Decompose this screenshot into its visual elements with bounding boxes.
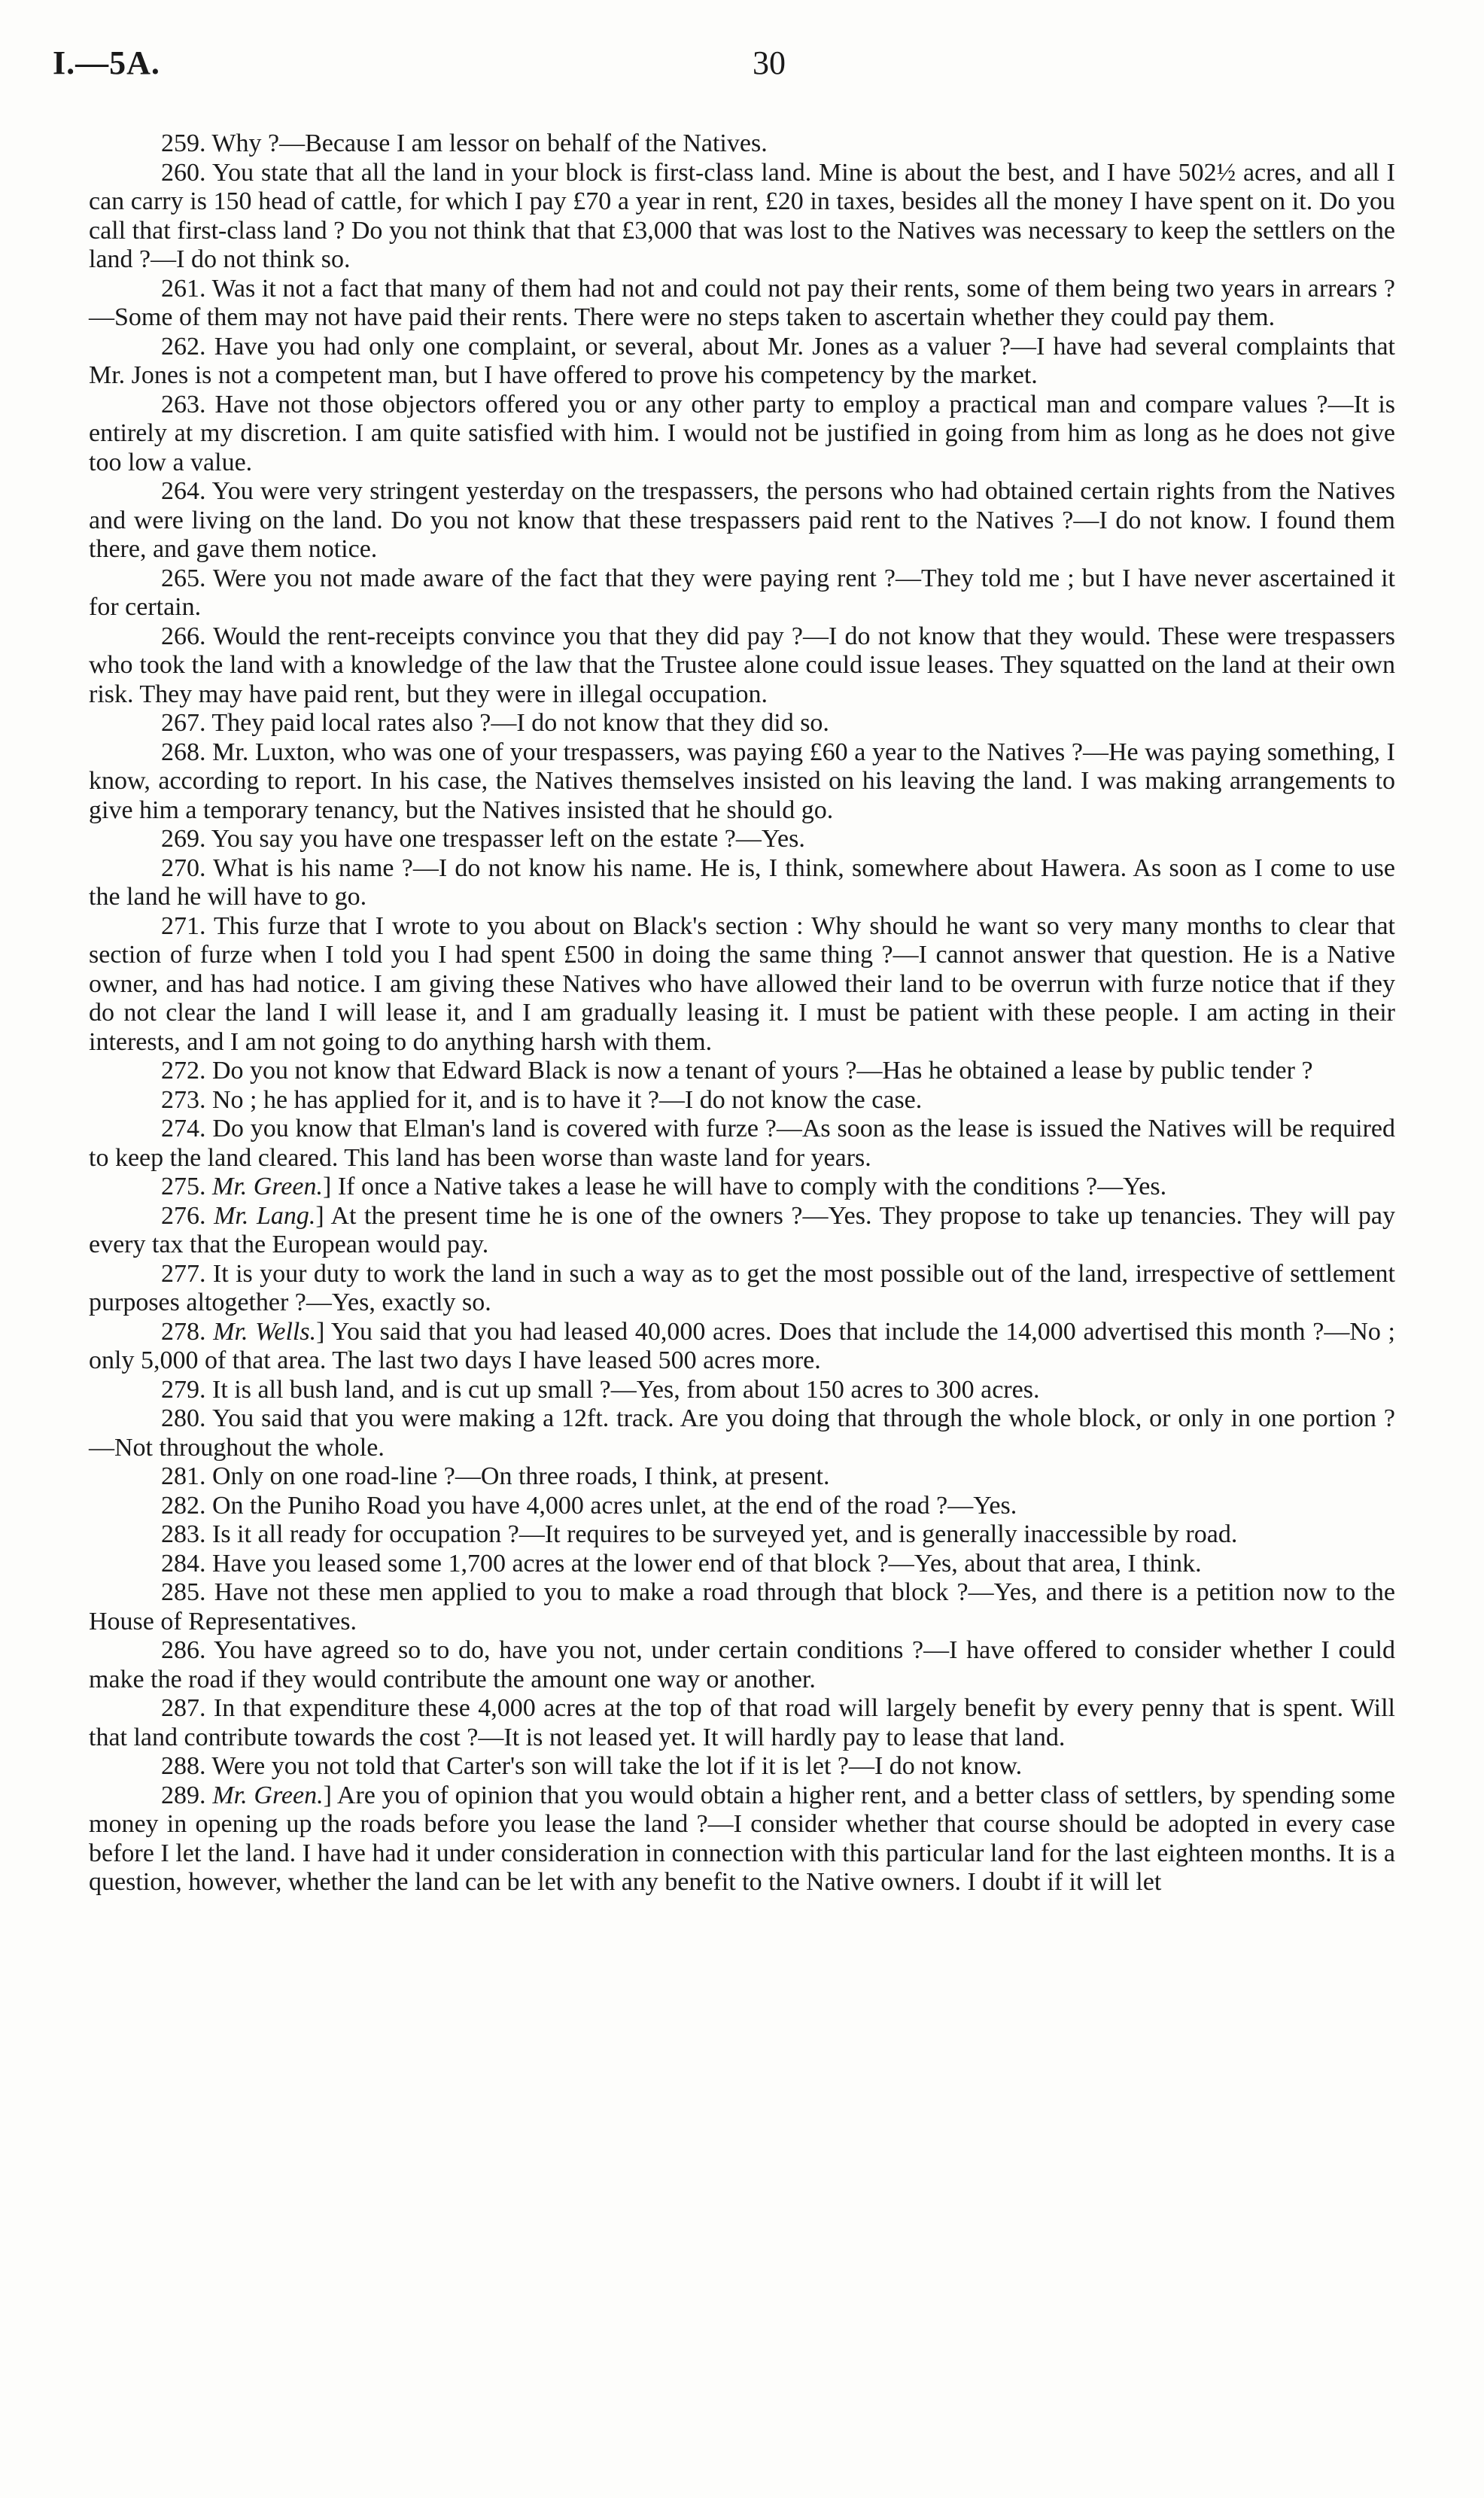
question-number: 280. (161, 1404, 206, 1432)
question-text: This furze that I wrote to you about on Black's section : Why should he want so very many months to clear that section of furze when I told you I had spent £500 in doing the same thing ?—I cannot answer that question. He is a Native owner, and has had notice. I am giving these Natives who have allowed their land to be overrun with furze notice that if they do not clear the land I will lease it, and I am gradually leasing it. I must be patient with these people. I am acting in their interests, and I am not going to do anything harsh with them. (89, 911, 1395, 1056)
question-paragraph (89, 1260, 1395, 1318)
question-text: They paid local rates also ?—I do not know that they did so. (211, 709, 829, 737)
question-text: You said that you were making a 12ft. track. Are you doing that through the whole block, or only in one portion ?—Not throughout the whole. (89, 1404, 1395, 1462)
question-paragraph (89, 709, 1395, 738)
question-paragraph (89, 1752, 1395, 1781)
question-text: You were very stringent yesterday on the trespassers, the persons who had obtained certain rights from the Natives and were living on the land. Do you not know that these trespassers paid rent to the Natives ?—I do not know. I found them there, and gave them notice. (89, 477, 1395, 563)
question-paragraph (89, 129, 1395, 159)
question-text: Do you know that Elman's land is covered with furze ?—As soon as the lease is issued the Natives will be required to keep the land cleared. This land has been worse than waste land for years. (89, 1115, 1396, 1172)
question-number: 275. (161, 1173, 206, 1200)
question-text: You state that all the land in your block is first-class land. Mine is about the best, and I have 502½ acres, and all I can carry is 150 head of cattle, for which I pay £70 a year in rent, £20 in taxes, besides all the money I have spent on it. Do you call that first-class land ? Do you not think that that £3,000 that was lost to the Natives was necessary to keep the settlers on the land ?—I do not think so. (89, 158, 1395, 273)
question-number: 267. (161, 709, 206, 737)
question-paragraph (89, 333, 1395, 391)
speaker-name: Mr. Wells. (213, 1317, 317, 1346)
question-paragraph (89, 1781, 1395, 1897)
question-text: You said that you had leased 40,000 acres. Does that include the 14,000 advertised this month ?—No ; only 5,000 of that area. The last two days I have leased 500 acres more. (89, 1317, 1396, 1374)
question-number: 277. (161, 1259, 206, 1288)
question-paragraph (89, 1636, 1395, 1694)
question-paragraph (89, 854, 1395, 912)
question-text: You say you have one trespasser left on the estate ?—Yes. (211, 825, 805, 853)
question-paragraph (89, 1173, 1395, 1202)
question-number: 273. (161, 1085, 206, 1114)
page-number: 30 (753, 44, 786, 81)
speaker-bracket: ] (316, 1317, 331, 1346)
question-number: 265. (161, 564, 206, 592)
question-text: Have not those objectors offered you or any other party to employ a practical man and compare values ?—It is entirely at my discretion. I am quite satisfied with him. I would not be justified in going from him as long as he does not give too low a value. (89, 390, 1396, 476)
question-number: 284. (161, 1549, 206, 1578)
question-text: Have you had only one complaint, or several, about Mr. Jones as a valuer ?—I have had several complaints that Mr. Jones is not a competent man, but I have offered to prove his competency by the market. (89, 332, 1396, 389)
question-paragraph (89, 391, 1395, 478)
question-paragraph (89, 912, 1395, 1057)
question-text: Do you not know that Edward Black is now a tenant of yours ?—Has he obtained a lease by public tender ? (212, 1057, 1313, 1085)
question-text: Why ?—Because I am lessor on behalf of the Natives. (211, 129, 768, 157)
question-number: 260. (161, 158, 206, 187)
question-text: Have not these men applied to you to make a road through that block ?—Yes, and there is a petition now to the House of Representatives. (89, 1578, 1395, 1635)
question-paragraph (89, 1115, 1395, 1173)
question-text: Would the rent-receipts convince you that they did pay ?—I do not know that they would. These were trespassers who took the land with a knowledge of the law that the Trustee alone could issue leases. They squatted on the land at their own risk. They may have paid rent, but they were in illegal occupation. (89, 622, 1395, 708)
question-number: 259. (161, 129, 206, 157)
question-paragraph (89, 1462, 1395, 1492)
question-number: 283. (161, 1520, 206, 1548)
question-paragraph (89, 1086, 1395, 1115)
question-paragraph (89, 1520, 1395, 1550)
question-number: 281. (161, 1462, 206, 1490)
speaker-bracket: ] (323, 1173, 338, 1200)
question-text: Are you of opinion that you would obtain a higher rent, and a better class of settlers, by spending some money in opening up the roads before you lease the land ?—I consider whether that course should be adopted in every case before I let the land. I have had it under consideration in connection with this particular land for the last eighteen months. It is a question, however, whether the land can be let with any benefit to the Native owners. I doubt if it will let (89, 1781, 1396, 1896)
question-text: At the present time he is one of the owners ?—Yes. They propose to take up tenancies. They will pay every tax that the European would pay. (89, 1201, 1396, 1258)
speaker-name: Mr. Green. (212, 1173, 323, 1200)
question-number: 269. (161, 825, 206, 853)
question-number: 288. (161, 1752, 206, 1780)
question-paragraph (89, 1057, 1395, 1086)
question-paragraph (89, 159, 1395, 275)
question-number: 279. (161, 1375, 206, 1404)
question-number: 278. (161, 1317, 206, 1346)
question-number: 264. (161, 477, 206, 505)
question-number: 271. (161, 911, 206, 940)
question-paragraph (89, 622, 1395, 710)
question-text: Have you leased some 1,700 acres at the lower end of that block ?—Yes, about that area, I think. (212, 1549, 1202, 1578)
question-number: 268. (161, 738, 206, 766)
question-text: If once a Native takes a lease he will have to comply with the conditions ?—Yes. (337, 1173, 1167, 1200)
question-text: Were you not told that Carter's son will take the lot if it is let ?—I do not know. (211, 1752, 1023, 1780)
question-text: Was it not a fact that many of them had not and could not pay their rents, some of them being two years in arrears ?—Some of them may not have paid their rents. There were no steps taken to ascertain whether they could pay them. (89, 274, 1395, 331)
question-paragraph (89, 1202, 1395, 1260)
page-header (53, 44, 1437, 89)
question-paragraph (89, 1550, 1395, 1579)
question-text: You have agreed so to do, have you not, under certain conditions ?—I have offered to consider whether I could make the road if they would contribute the amount one way or another. (89, 1636, 1395, 1693)
question-number: 289. (161, 1781, 206, 1809)
question-number: 276. (161, 1201, 206, 1230)
question-number: 285. (161, 1578, 206, 1606)
question-paragraph (89, 564, 1395, 622)
question-paragraph (89, 1694, 1395, 1752)
question-number: 272. (161, 1057, 206, 1085)
question-paragraph (89, 477, 1395, 564)
speaker-bracket: ] (315, 1201, 331, 1230)
question-text: What is his name ?—I do not know his name. He is, I think, somewhere about Hawera. As soon as I come to use the land he will have to go. (89, 853, 1395, 911)
question-number: 266. (161, 622, 206, 650)
question-paragraph (89, 1578, 1395, 1636)
question-number: 286. (161, 1636, 206, 1664)
speaker-bracket: ] (323, 1781, 337, 1809)
question-number: 263. (161, 390, 206, 418)
question-text: Mr. Luxton, who was one of your trespassers, was paying £60 a year to the Natives ?—He was paying something, I know, according to report. In his case, the Natives themselves insisted on his leaving the land. I was making arrangements to give him a temporary tenancy, but the Natives insisted that he should go. (89, 738, 1395, 824)
question-paragraph (89, 1318, 1395, 1376)
question-number: 274. (161, 1115, 206, 1143)
question-text: Were you not made aware of the fact that they were paying rent ?—They told me ; but I have never ascertained it for certain. (89, 564, 1396, 621)
question-paragraph (89, 825, 1395, 854)
question-number: 270. (161, 853, 206, 882)
question-text: It is all bush land, and is cut up small ?—Yes, from about 150 acres to 300 acres. (212, 1375, 1040, 1404)
question-number: 287. (161, 1694, 206, 1722)
question-text: No ; he has applied for it, and is to have it ?—I do not know the case. (212, 1085, 923, 1114)
question-paragraph (89, 275, 1395, 333)
document-reference: I.—5A. (53, 44, 160, 81)
speaker-name: Mr. Lang. (214, 1201, 316, 1230)
speaker-name: Mr. Green. (212, 1781, 324, 1809)
question-paragraph (89, 738, 1395, 826)
question-paragraph (89, 1492, 1395, 1521)
evidence-text (89, 129, 1395, 1897)
question-number: 262. (161, 332, 206, 361)
question-text: It is your duty to work the land in such a way as to get the most possible out of the land, irrespective of settlement purposes altogether ?—Yes, exactly so. (89, 1259, 1395, 1316)
question-text: Is it all ready for occupation ?—It requires to be surveyed yet, and is generally inaccessible by road. (212, 1520, 1238, 1548)
question-text: On the Puniho Road you have 4,000 acres unlet, at the end of the road ?—Yes. (212, 1491, 1017, 1520)
question-number: 282. (161, 1491, 206, 1520)
question-text: Only on one road-line ?—On three roads, I think, at present. (212, 1462, 830, 1490)
question-text: In that expenditure these 4,000 acres at the top of that road will largely benefit by every penny that is spent. Will that land contribute towards the cost ?—It is not leased yet. It will hardly pay to lease that land. (89, 1694, 1395, 1751)
question-number: 261. (161, 274, 206, 303)
question-paragraph (89, 1404, 1395, 1462)
question-paragraph (89, 1376, 1395, 1405)
